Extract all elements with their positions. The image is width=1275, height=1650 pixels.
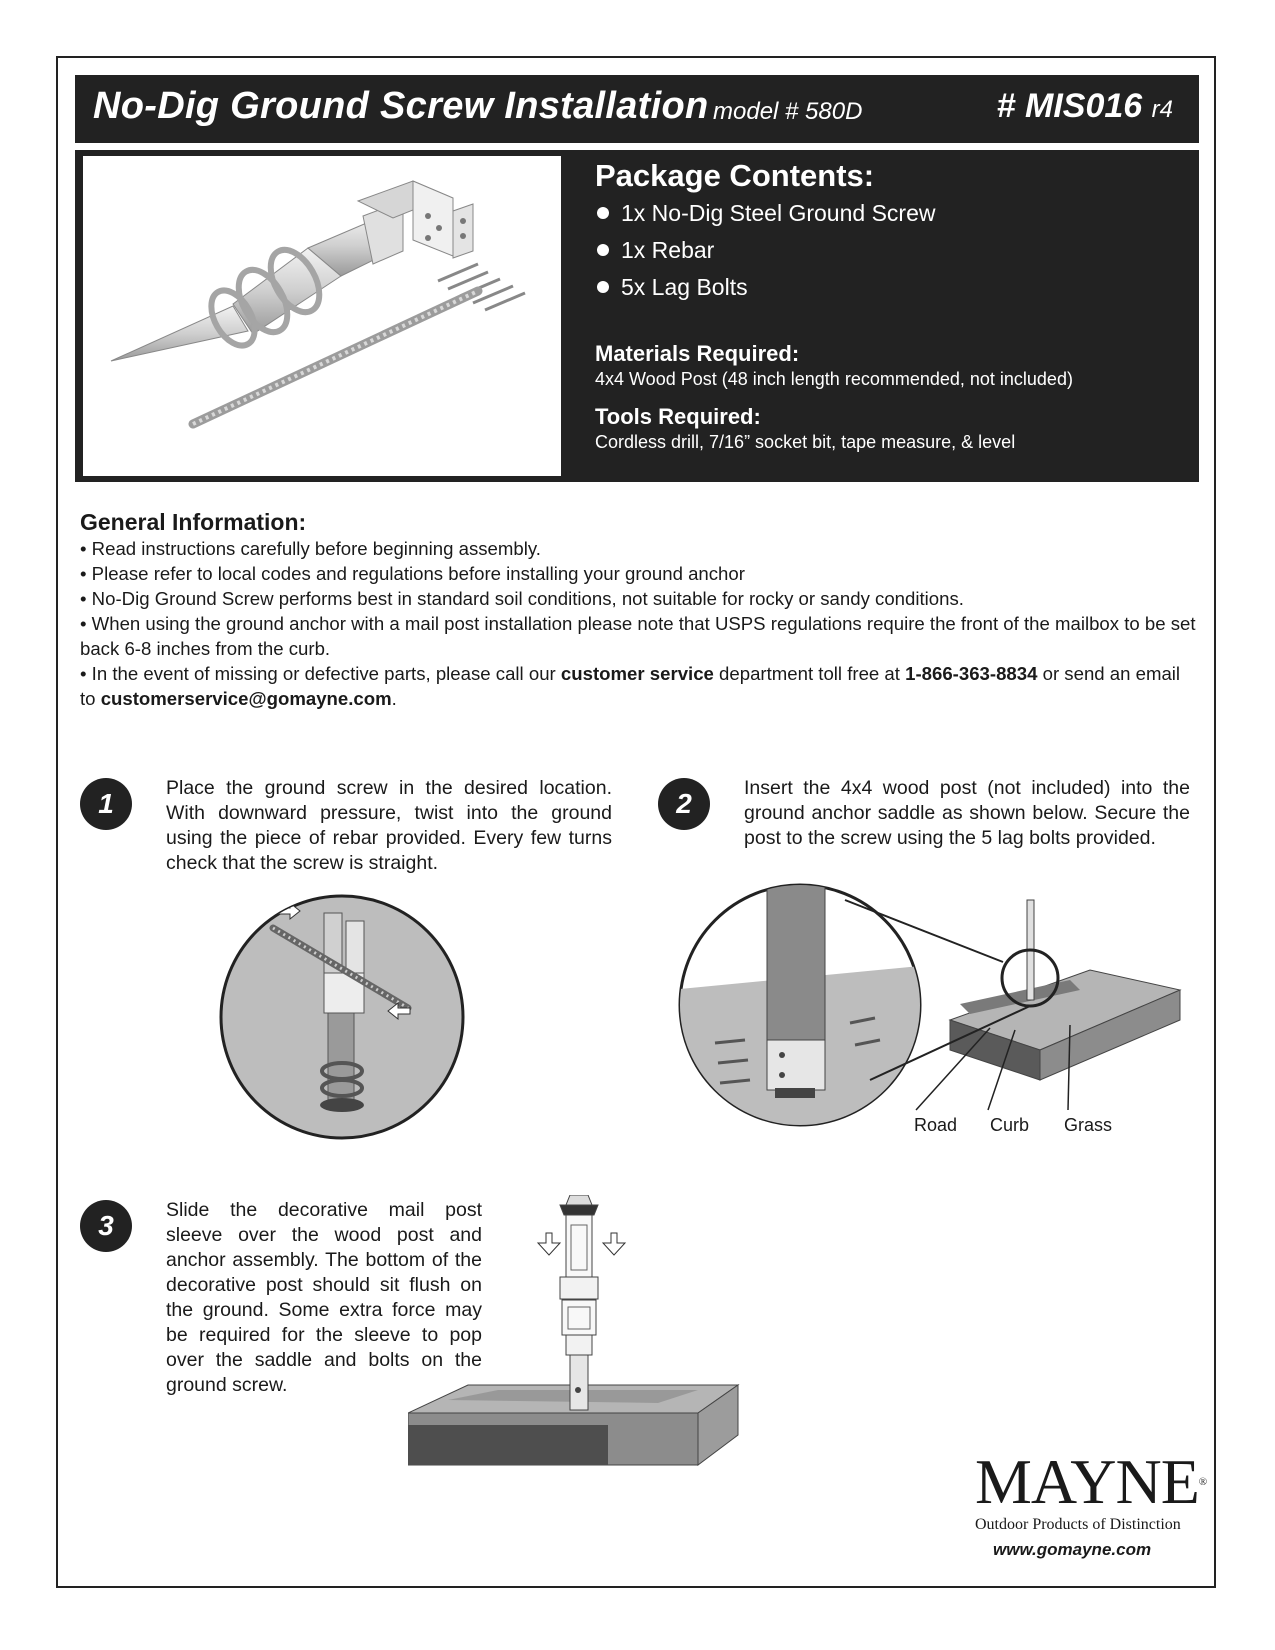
package-heading: Package Contents:	[595, 158, 875, 193]
customer-service-label: customer service	[560, 663, 714, 684]
doc-revision: r4	[1151, 96, 1173, 123]
tools-text: Cordless drill, 7/16” socket bit, tape measure, & level	[595, 432, 1016, 452]
document-title: No-Dig Ground Screw Installation	[93, 85, 709, 127]
step-3-illustration	[408, 1195, 748, 1520]
step-3-text: Slide the decorative mail post sleeve over the wood post and anchor assembly. The bottom of the decorative post should sit flush on the ground. Some extra force may be required for the sleeve to pop over the saddle and bolts on the ground screw.	[166, 1199, 482, 1396]
curb-label: Curb	[990, 1115, 1030, 1135]
email-address[interactable]: customerservice@gomayne.com	[100, 688, 392, 709]
step-3-number: 3	[80, 1200, 132, 1252]
bullet-icon	[597, 244, 609, 256]
road-label: Road	[914, 1115, 958, 1135]
title-bar	[75, 75, 1199, 143]
registered-mark: ®	[1198, 1476, 1207, 1488]
doc-number: # MIS016	[996, 87, 1143, 125]
ground-screw-illustration	[83, 156, 561, 476]
materials-heading: Materials Required:	[595, 341, 800, 366]
website-url[interactable]: www.gomayne.com	[993, 1540, 1152, 1559]
bullet-icon	[597, 281, 609, 293]
bullet-icon	[597, 207, 609, 219]
package-item: 1x Rebar	[595, 237, 1185, 264]
step-1-text: Place the ground screw in the desired location. With downward pressure, twist into the ground using the piece of rebar provided. Every few turns check that the screw is straight.	[166, 777, 612, 874]
document-code	[997, 87, 1173, 126]
step-1-number: 1	[80, 778, 132, 830]
general-heading: General Information:	[80, 509, 307, 535]
general-item: • When using the ground anchor with a mail post installation please note that USPS regulations require the front of the mailbox to be set back 6-8 inches from the curb.	[80, 613, 1196, 659]
phone-number: 1-866-363-8834	[905, 663, 1038, 684]
step-2-number: 2	[658, 778, 710, 830]
grass-label: Grass	[1064, 1115, 1113, 1135]
ground-screw-drawing	[83, 156, 561, 476]
package-text	[595, 158, 1185, 453]
brand-tagline: Outdoor Products of Distinction	[975, 1516, 1181, 1533]
general-information	[80, 508, 1200, 711]
brand-name: MAYNE®	[975, 1446, 1207, 1517]
package-item: 5x Lag Bolts	[595, 274, 1185, 301]
step-2-illustration	[670, 880, 1190, 1140]
mayne-logo	[975, 1446, 1207, 1560]
package-panel	[75, 150, 1199, 482]
general-item: • No-Dig Ground Screw performs best in standard soil conditions, not suitable for rocky or sandy conditions.	[80, 588, 964, 609]
step-1-illustration	[218, 893, 466, 1141]
materials-text: 4x4 Wood Post (48 inch length recommended, not included)	[595, 369, 1073, 389]
general-item: • Please refer to local codes and regulations before installing your ground anchor	[80, 563, 745, 584]
contact-item: • In the event of missing or defective parts, please call our customer service department toll free at 1-866-363-8834 or send an email to customerservice@gomayne.com.	[80, 663, 1181, 709]
model-number: model # 580D	[713, 98, 863, 125]
package-item: 1x No-Dig Steel Ground Screw	[595, 200, 1185, 227]
step-2-text: Insert the 4x4 wood post (not included) into the ground anchor saddle as shown below. Secure the post to the screw using the 5 lag bolts provided.	[744, 777, 1190, 849]
general-item: • Read instructions carefully before beginning assembly.	[80, 538, 541, 559]
tools-heading: Tools Required:	[595, 404, 761, 429]
